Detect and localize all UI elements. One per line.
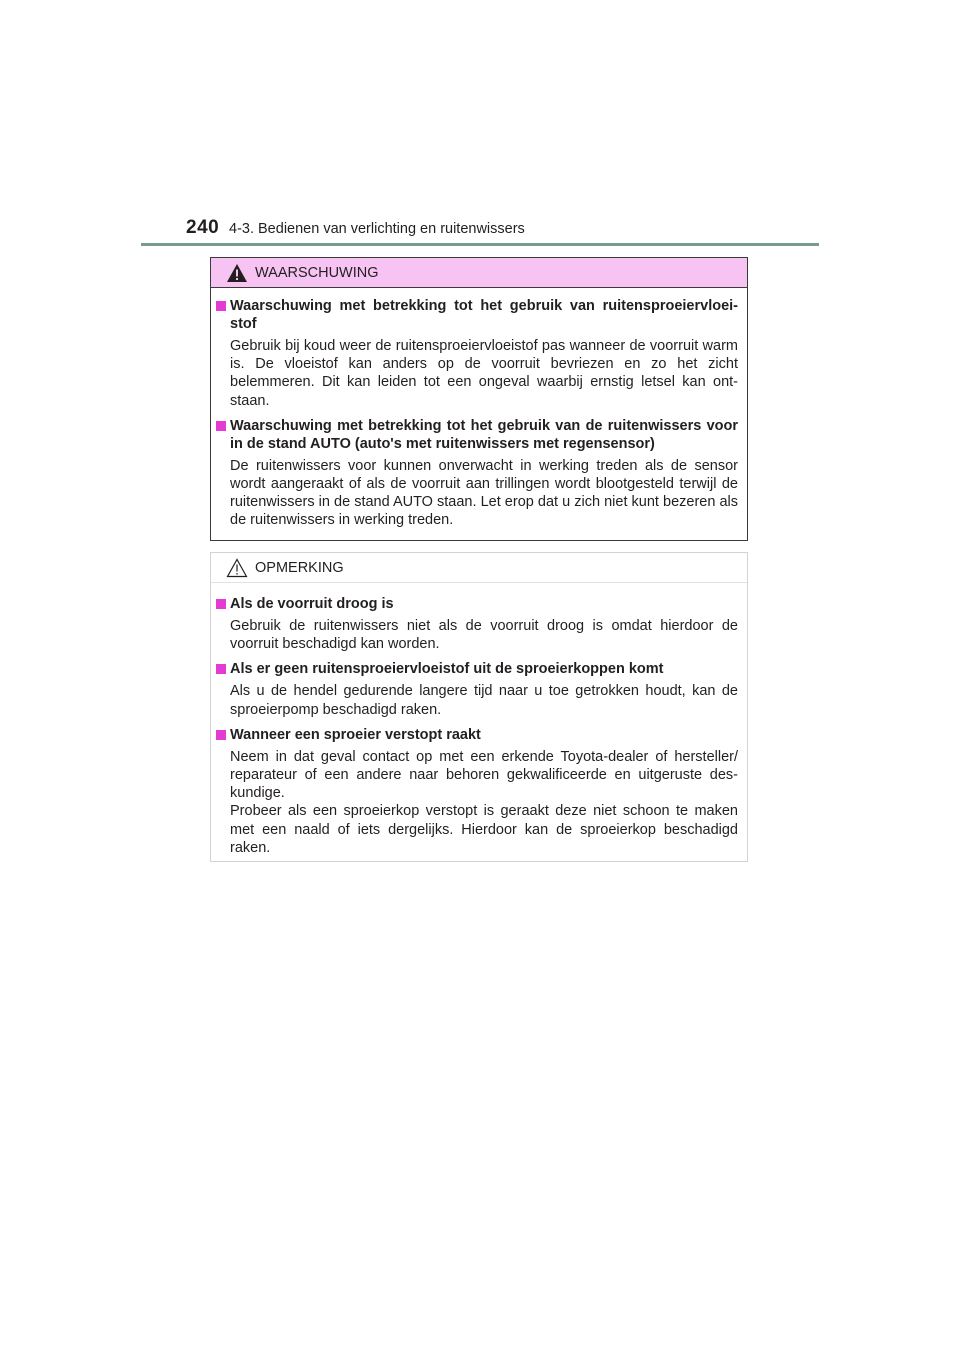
warning-item-title-text: Waarschuwing met betrekking tot het gebruik van de ruitenwissers voor in de stand AUTO (auto's met ruitenwissers met regensensor)	[230, 417, 738, 452]
warning-item-text: De ruitenwissers voor kunnen onverwacht in werking treden als de sensor wordt aangeraakt of als de voorruit aan trillingen wordt blootgesteld terwijl de ruitenwissers in de stand AUTO staan. Let erop dat u zich niet kunt bezeren als de ruitenwissers in werking treden.	[230, 457, 738, 529]
notice-item-title	[216, 726, 738, 744]
notice-item-text: Gebruik de ruitenwissers niet als de voorruit droog is omdat hierdoor de voorruit beschadigd kan worden.	[230, 618, 738, 653]
notice-body	[211, 583, 747, 857]
warning-body	[211, 288, 747, 530]
notice-heading: OPMERKING	[255, 559, 344, 576]
notice-box-header	[211, 553, 747, 583]
bullet-square-icon	[216, 599, 226, 609]
header-rule	[141, 243, 819, 246]
page-number: 240	[186, 217, 220, 238]
notice-item-text: Als u de hendel gedurende langere tijd naar u toe getrokken houdt, kan de sproeierpomp beschadigd raken.	[230, 683, 738, 718]
notice-item-title	[216, 660, 738, 678]
bullet-square-icon	[216, 730, 226, 740]
warning-item-title	[216, 417, 738, 453]
notice-box	[210, 552, 748, 862]
warning-box-header	[211, 258, 747, 288]
notice-item	[216, 595, 738, 653]
notice-item	[216, 660, 738, 718]
notice-item-title-text: Als de voorruit droog is	[230, 596, 394, 612]
warning-triangle-filled-icon	[226, 263, 248, 283]
warning-item	[216, 297, 738, 410]
warning-heading: WAARSCHUWING	[255, 264, 379, 281]
section-title: 4-3. Bedienen van verlichting en ruitenwissers	[229, 221, 525, 237]
warning-item	[216, 417, 738, 530]
notice-item-title-text: Als er geen ruitensproeiervloeistof uit de sproeierkoppen komt	[230, 661, 664, 678]
bullet-square-icon	[216, 421, 226, 431]
notice-item-title-text: Wanneer een sproeier verstopt raakt	[230, 726, 481, 743]
warning-box	[210, 257, 748, 541]
warning-triangle-outline-icon	[226, 558, 248, 578]
warning-item-title	[216, 297, 738, 333]
notice-item	[216, 726, 738, 857]
warning-item-text: Gebruik bij koud weer de ruitensproeiervloeistof pas wanneer de voorruit warm is. De vloeistof kan anders op de voorruit bevriezen en zo het zicht belemmeren. Dit kan leiden tot een ongeval waarbij ernstig letsel kan ont-staan.	[230, 338, 738, 409]
warning-item-title-text: Waarschuwing met betrekking tot het gebruik van ruitensproeiervloei-stof	[230, 298, 738, 332]
notice-item-text: Neem in dat geval contact op met een erkende Toyota-dealer of hersteller/ reparateur of een andere naar behoren gekwalificeerde en uitgeruste des-kundige. Probeer als een sproeierkop verstopt is geraakt deze niet schoon te maken met een naald of iets dergelijks. Hierdoor kan de sproeierkop beschadigd raken.	[230, 748, 738, 856]
bullet-square-icon	[216, 664, 226, 674]
bullet-square-icon	[216, 301, 226, 311]
notice-item-title	[216, 595, 738, 613]
